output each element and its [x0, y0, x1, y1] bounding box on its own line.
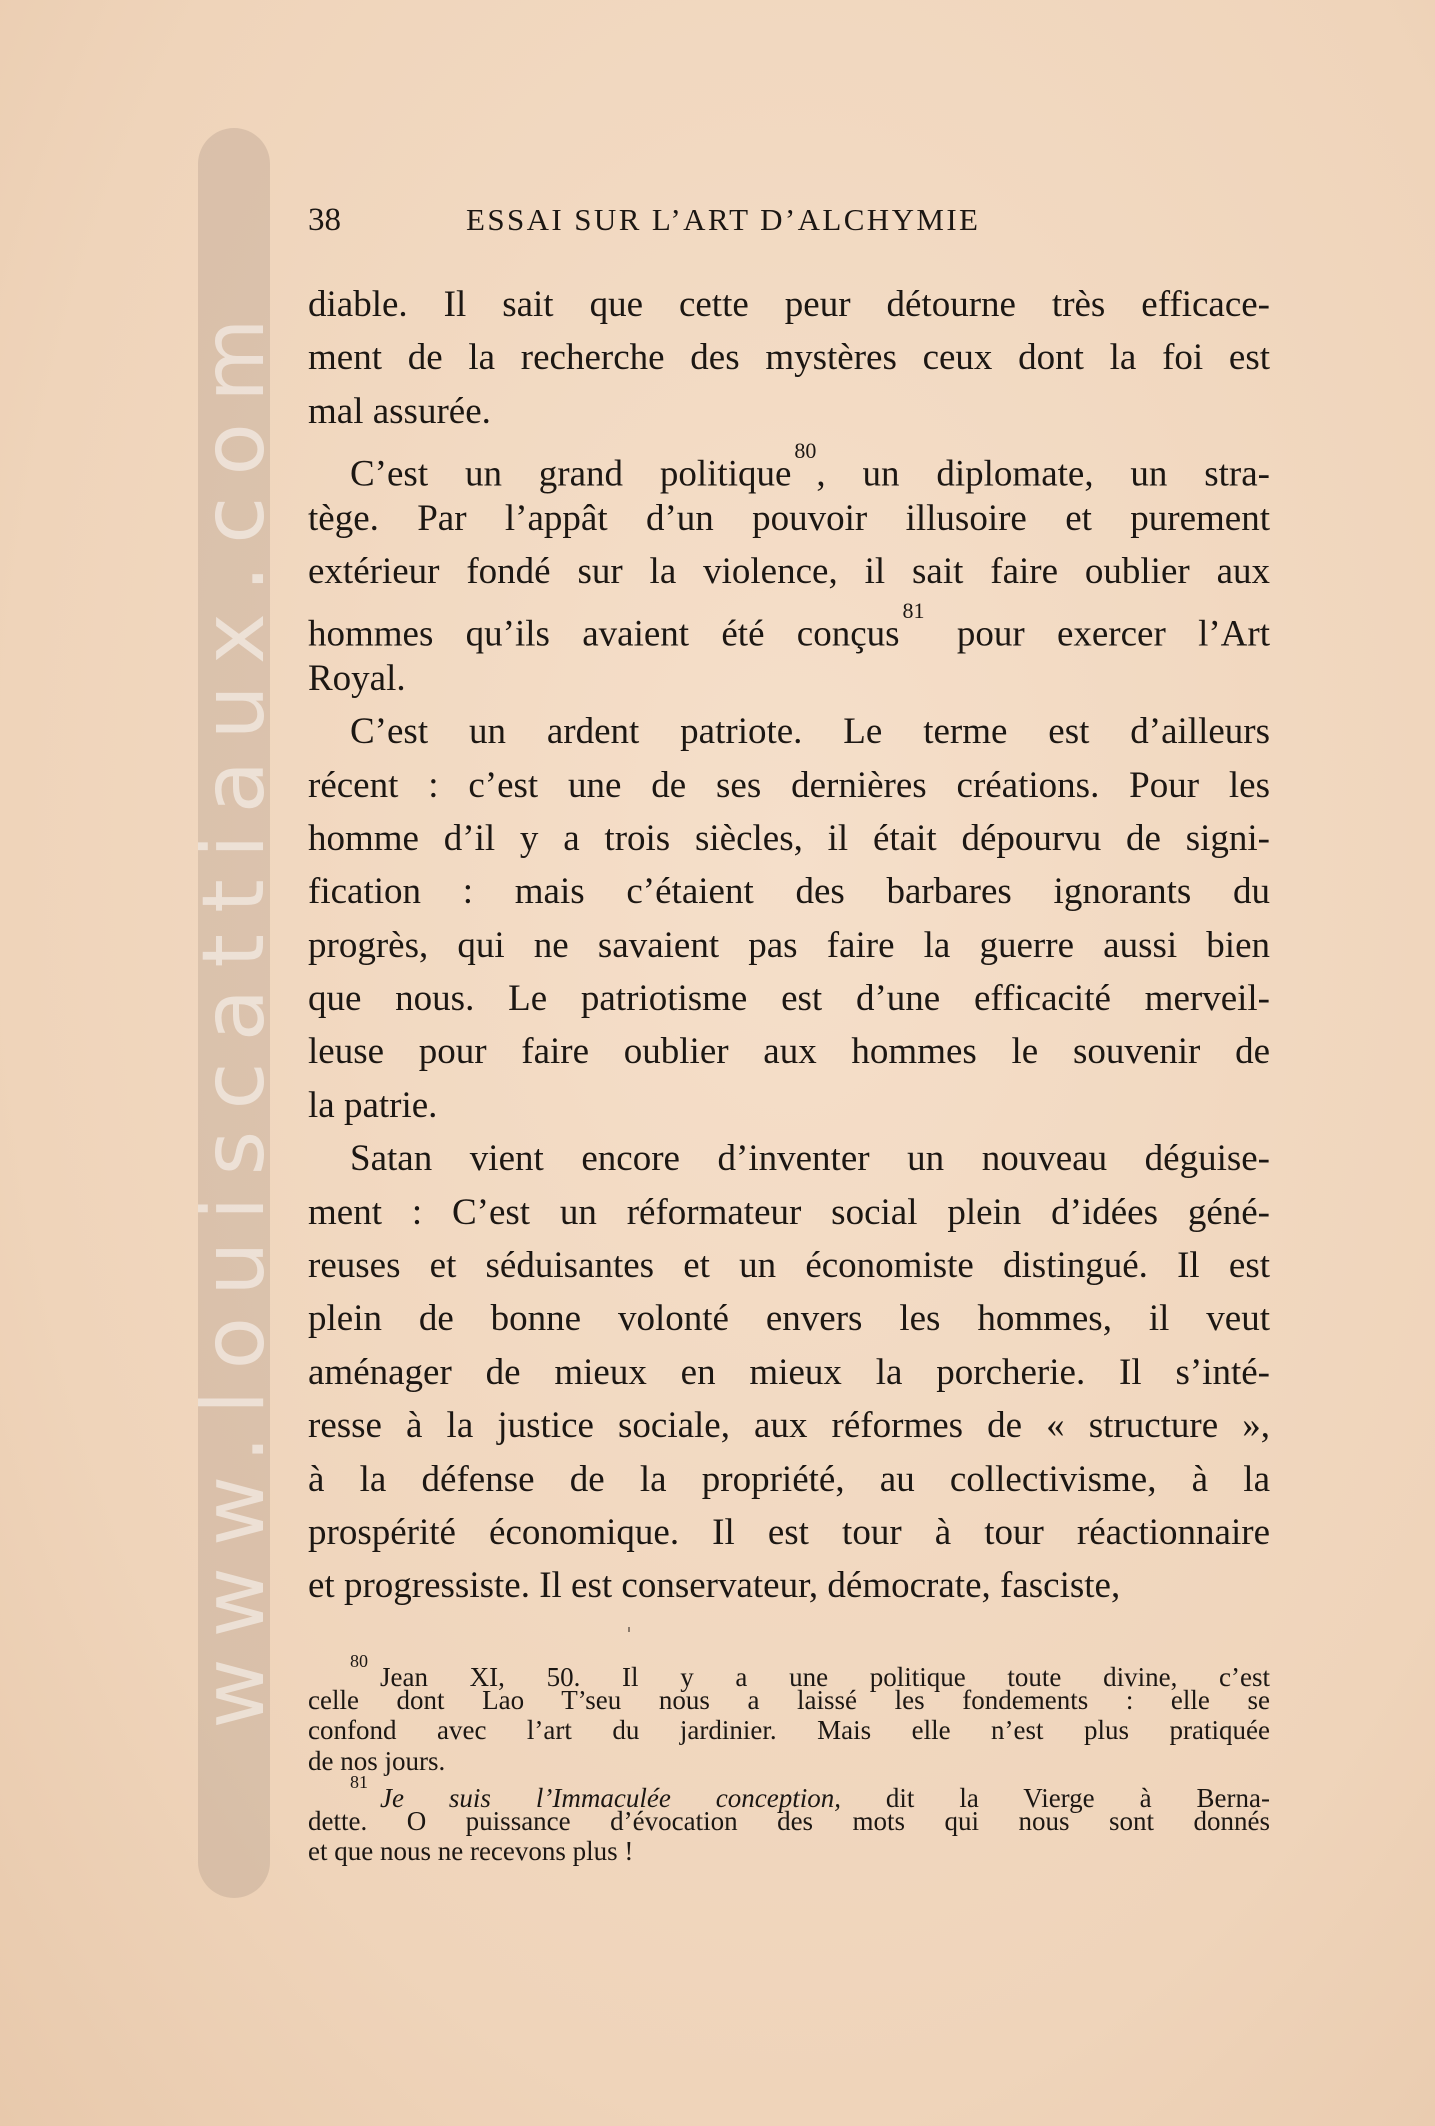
- page-number: 38: [308, 202, 341, 238]
- footnote-reference: 80: [794, 438, 817, 464]
- footnote-line: $^{81}$Je suis l’Immaculée conception, dit la Vierge à Berna-: [350, 1771, 1270, 1813]
- text-line: hommes qu’ils avaient été conçus$^{81}$ pour exercer l’Art: [308, 598, 1271, 655]
- text-line: la patrie.: [308, 1084, 438, 1126]
- paragraph: [308, 278, 1270, 438]
- page-header: [308, 198, 1276, 242]
- text-line: prospérité économique. Il est tour à tour réactionnaire: [308, 1511, 1270, 1553]
- text-line: reuses et séduisantes et un économiste distingué. Il est: [308, 1245, 1270, 1287]
- text-line: que nous. Le patriotisme est d’une efficacité merveil-: [308, 978, 1270, 1020]
- footnote-line: et que nous ne recevons plus !: [308, 1836, 634, 1867]
- footnote-separator: [628, 1627, 630, 1632]
- text-line: Royal.: [308, 657, 406, 699]
- text-line: récent : c’est une de ses dernières créations. Pour les: [308, 764, 1270, 806]
- footnote-line: dette. O puissance d’évocation des mots qui nous sont donnés: [308, 1805, 1270, 1836]
- footnotes: [308, 1651, 1270, 1867]
- text-line: mal assurée.: [308, 390, 491, 432]
- text-line: plein de bonne volonté envers les hommes, il veut: [308, 1298, 1270, 1340]
- text-line: ment de la recherche des mystères ceux dont la foi est: [308, 337, 1270, 379]
- footnote-quote: Je suis l’Immaculée conception,: [380, 1782, 841, 1813]
- footnote-number: 80: [350, 1651, 368, 1671]
- body-text: [308, 278, 1270, 1613]
- text-line: C’est un ardent patriote. Le terme est d’ailleurs: [350, 711, 1270, 753]
- footnote-line: de nos jours.: [308, 1745, 446, 1776]
- text-line: à la défense de la propriété, au collectivisme, à la: [308, 1458, 1270, 1500]
- text-line: aménager de mieux en mieux la porcherie. Il s’inté-: [308, 1351, 1270, 1393]
- text-line: C’est un grand politique$^{80}$, un diplomate, un stra-: [350, 438, 1270, 495]
- running-title: ESSAI SUR L’ART D’ALCHYMIE: [466, 202, 981, 237]
- paragraph: [308, 1132, 1270, 1613]
- text-line: progrès, qui ne savaient pas faire la guerre aussi bien: [308, 924, 1270, 966]
- text-line: ment : C’est un réformateur social plein d’idées géné-: [308, 1191, 1270, 1233]
- paragraph: [308, 705, 1270, 1132]
- footnote-81: [308, 1771, 1270, 1867]
- footnote-number: 81: [350, 1771, 368, 1792]
- text-line: et progressiste. Il est conservateur, démocrate, fasciste,: [308, 1565, 1121, 1607]
- watermark-text: www.louiscattiaux.com: [184, 297, 284, 1729]
- paragraph: [308, 438, 1270, 705]
- footnote-line: $^{80}$Jean XI, 50. Il y a une politique toute divine, c’est: [350, 1651, 1270, 1692]
- text-line: tège. Par l’appât d’un pouvoir illusoire et purement: [308, 497, 1270, 539]
- footnote-80: [308, 1651, 1270, 1776]
- text-line: fication : mais c’étaient des barbares ignorants du: [308, 871, 1270, 913]
- text-line: extérieur fondé sur la violence, il sait faire oublier aux: [308, 550, 1270, 592]
- text-line: diable. Il sait que cette peur détourne très efficace-: [308, 284, 1270, 325]
- footnote-line: confond avec l’art du jardinier. Mais elle n’est plus pratiquée: [308, 1715, 1270, 1746]
- text-line: Satan vient encore d’inventer un nouveau déguise-: [350, 1138, 1270, 1180]
- text-line: resse à la justice sociale, aux réformes de « structure »,: [308, 1405, 1270, 1447]
- text-line: leuse pour faire oublier aux hommes le souvenir de: [308, 1031, 1270, 1073]
- footnote-line: celle dont Lao T’seu nous a laissé les fondements : elle se: [308, 1685, 1270, 1716]
- footnote-reference: 81: [902, 598, 925, 624]
- text-line: homme d’il y a trois siècles, il était dépourvu de signi-: [308, 817, 1270, 859]
